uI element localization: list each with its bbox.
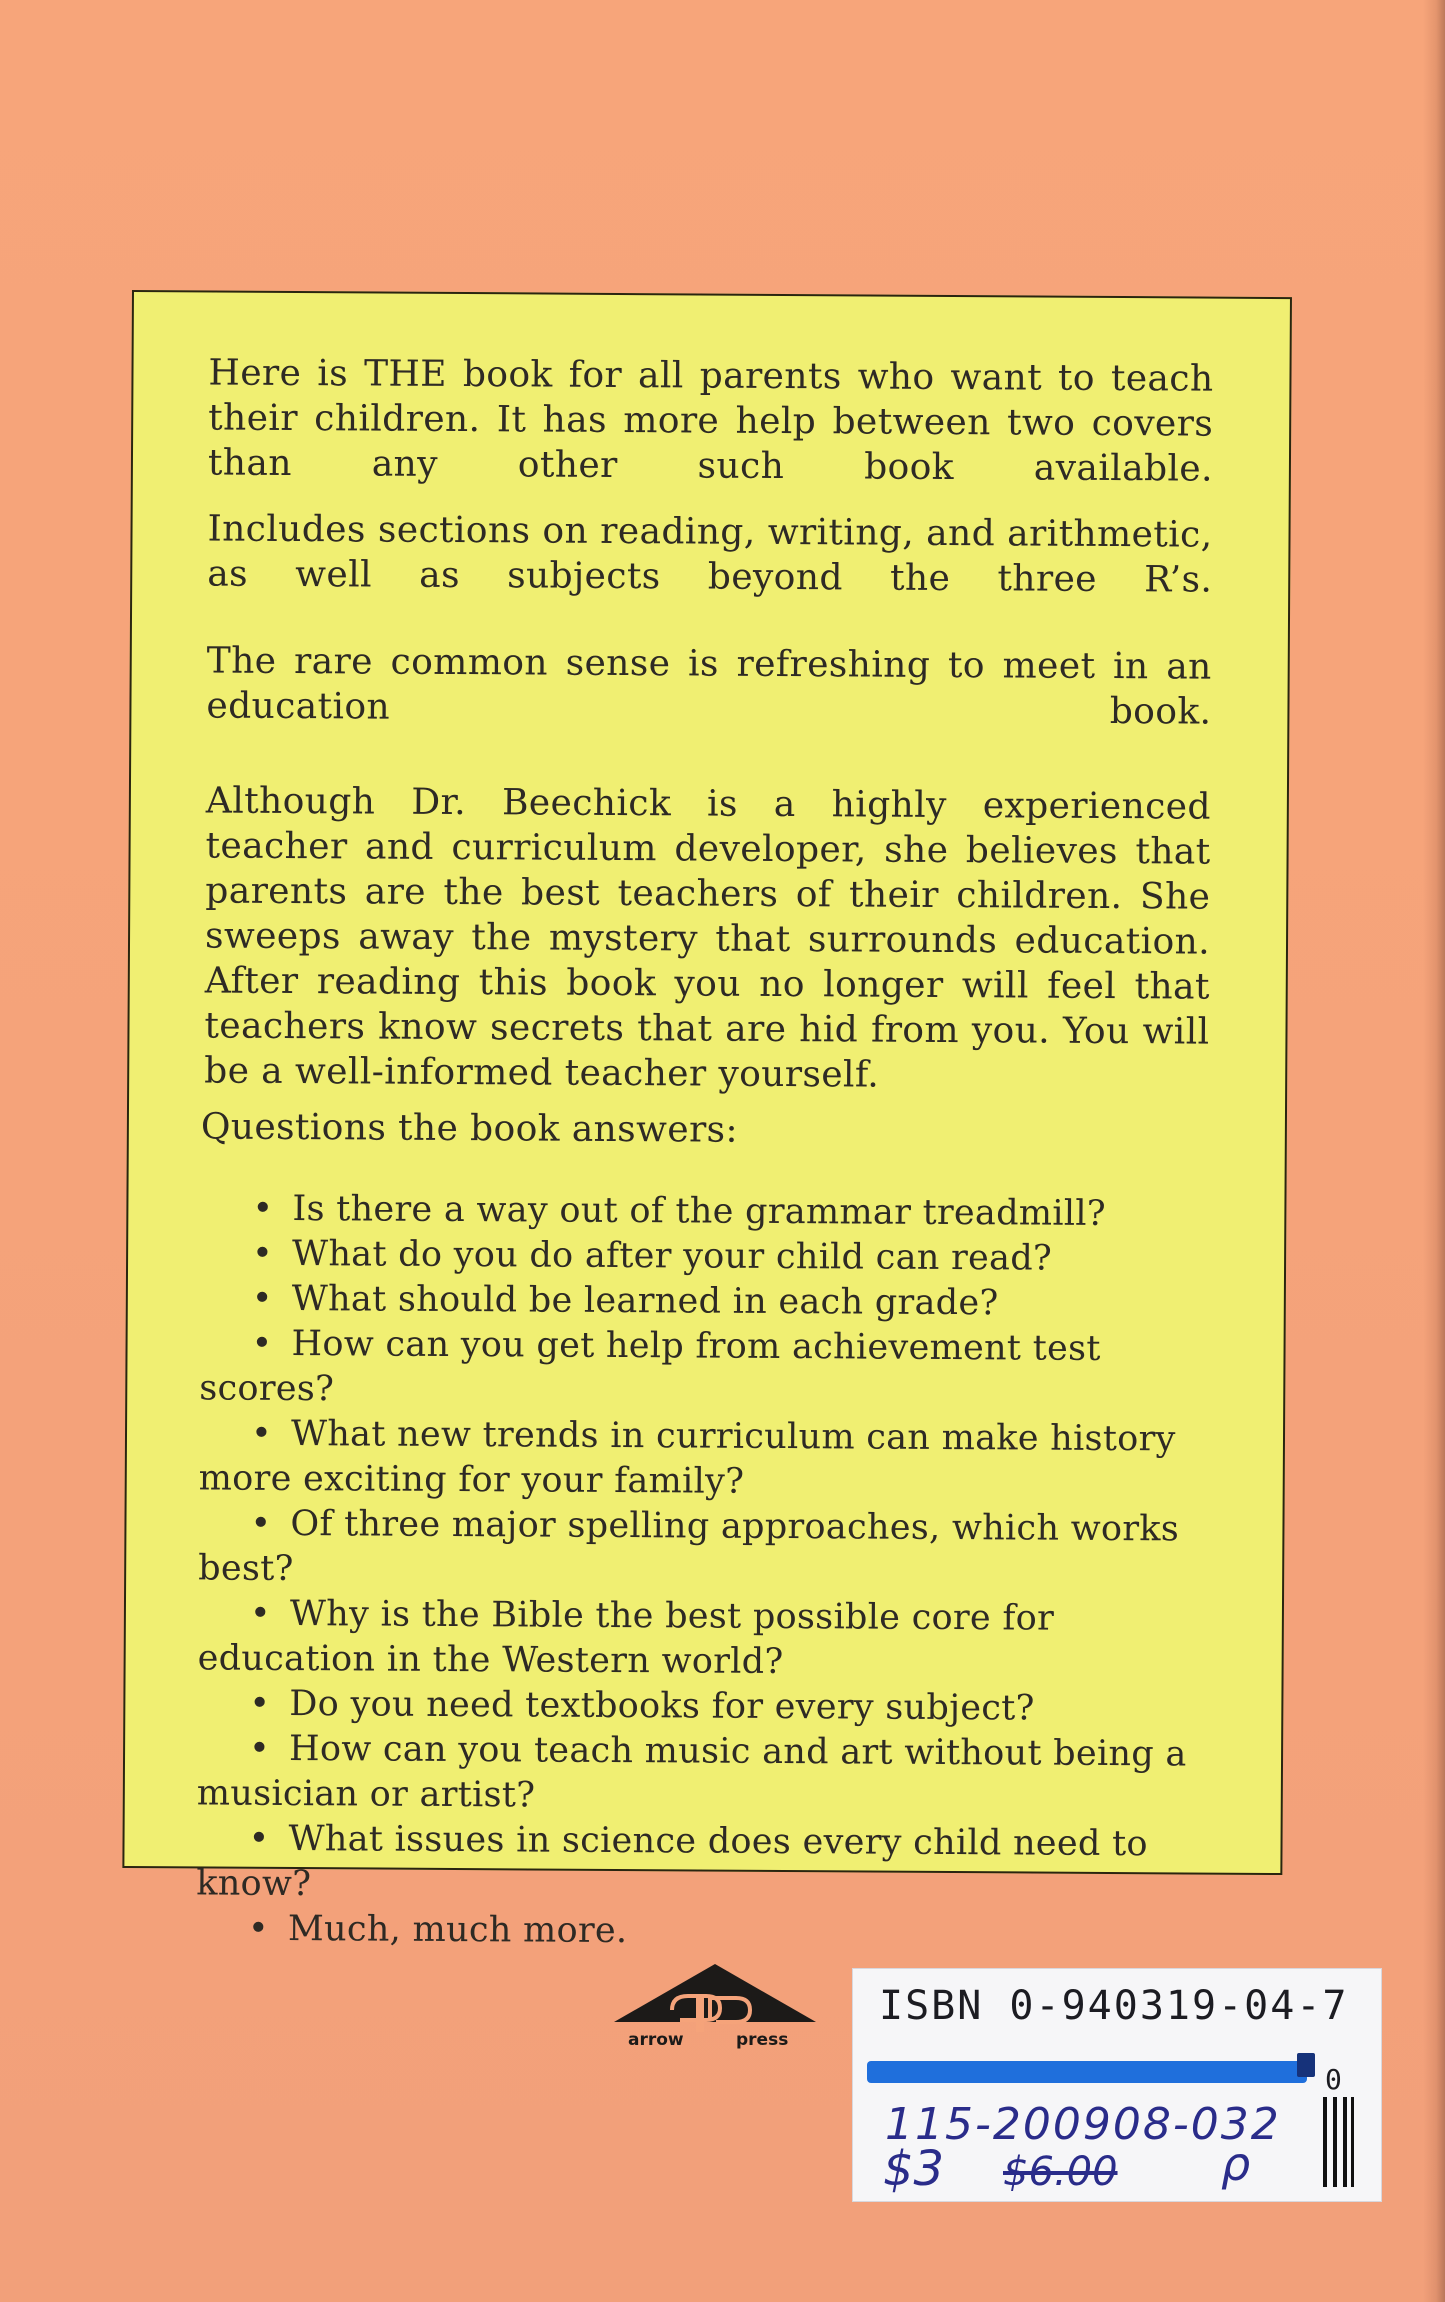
question-item: • Do you need textbooks for every subject? <box>197 1681 1212 1732</box>
question-item: • Why is the Bible the best possible core for education in the Western world? <box>198 1591 1214 1687</box>
logo-word-press: press <box>736 2030 789 2050</box>
question-item: • Of three major spelling approaches, which works best? <box>198 1501 1214 1597</box>
questions-heading: Questions the book answers: <box>200 1106 739 1151</box>
questions-list <box>196 1186 1216 1957</box>
sticker-stripe-end <box>1297 2053 1315 2077</box>
sticker-stripe <box>867 2061 1307 2083</box>
intro-paragraph: Here is THE book for all parents who want to teach their children. It has more help between two covers than any other such book available. <box>207 352 1214 490</box>
question-item: • How can you get help from achievement test scores? <box>199 1321 1215 1417</box>
question-item: • How can you teach music and art without being a musician or artist? <box>197 1726 1213 1822</box>
isbn-price-sticker <box>852 1968 1382 2202</box>
question-item: • What do you do after your child can read? <box>200 1231 1215 1282</box>
handwritten-mark: ρ <box>1221 2137 1251 2191</box>
arrow-press-logo-icon <box>612 1962 818 2032</box>
handwritten-code: 115-200908-032 <box>885 2099 1281 2150</box>
question-item: • What new trends in curriculum can make history more exciting for your family? <box>199 1411 1215 1507</box>
publisher-logo <box>612 1962 818 2056</box>
description-panel <box>122 290 1292 1952</box>
author-paragraph: Although Dr. Beechick is a highly experienced teacher and curriculum developer, she believes that parents are the best teachers of their children. She sweeps away the mystery that surrounds education. After reading this book you no longer will feel that teachers know secrets that are hid from you. You will be a well-informed teacher yourself. <box>204 780 1211 1096</box>
sections-paragraph: Includes sections on reading, writing, and arithmetic, as well as subjects beyond the three R’s. <box>207 508 1213 601</box>
question-item: • What issues in science does every child need to know? <box>196 1816 1212 1912</box>
isbn-number: ISBN 0-940319-04-7 <box>879 1983 1349 2029</box>
logo-word-arrow: arrow <box>628 2030 684 2050</box>
cover-edge-shadow <box>1423 0 1445 2302</box>
barcode-fragment <box>1321 2097 1355 2187</box>
common-sense-paragraph: The rare common sense is refreshing to meet in an education book. <box>206 640 1212 733</box>
question-item: • What should be learned in each grade? <box>200 1276 1215 1327</box>
question-item: • Much, much more. <box>196 1906 1211 1957</box>
crossed-out-price: $6.00 <box>1003 2149 1118 2195</box>
handwritten-price: $3 <box>883 2141 945 2197</box>
question-item: • Is there a way out of the grammar treadmill? <box>200 1186 1215 1237</box>
sticker-digit: 0 <box>1325 2063 1342 2096</box>
